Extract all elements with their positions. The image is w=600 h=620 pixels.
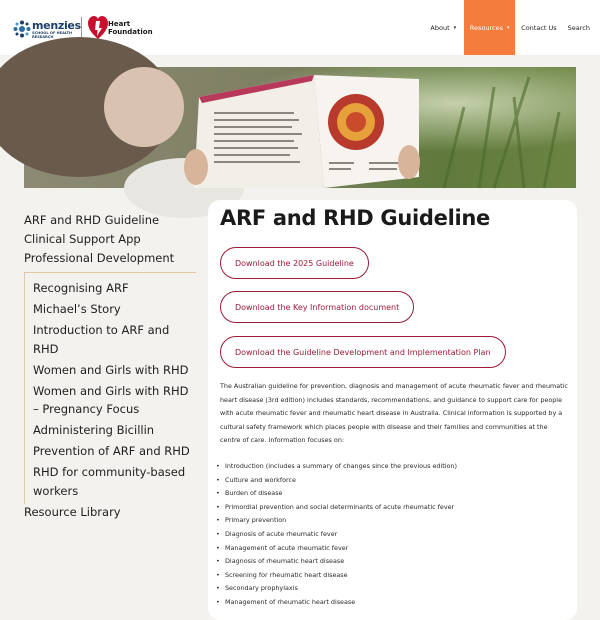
list-item: • Burden of disease <box>216 487 566 501</box>
hero-photo <box>24 67 576 188</box>
sidebar-item-resource-library[interactable]: Resource Library <box>24 505 121 519</box>
list-item: • Diagnosis of rheumatic heart disease <box>216 555 566 569</box>
sidebar-subitem[interactable]: Recognising ARF <box>33 281 129 295</box>
content-card <box>208 200 577 620</box>
sidebar-submenu <box>24 273 196 504</box>
list-item: • Management of acute rheumatic fever <box>216 542 566 556</box>
download-key-information-button[interactable]: Download the Key Information document <box>220 291 414 323</box>
chevron-down-icon: ▾ <box>507 24 510 31</box>
heart-name-line-2: Foundation <box>108 28 153 36</box>
logo-divider <box>81 17 82 39</box>
sidebar-subitem[interactable]: Administering Bicillin <box>33 423 155 437</box>
nav-resources[interactable] <box>464 0 515 55</box>
sidebar-subitem[interactable]: Introduction to ARF and RHD <box>33 323 170 356</box>
sidebar-item-guideline[interactable]: ARF and RHD Guideline <box>24 213 160 227</box>
main-nav <box>423 0 600 55</box>
sidebar-subitem[interactable]: Women and Girls with RHD – Pregnancy Focus <box>33 383 189 416</box>
sidebar-item-clinical-support-app[interactable]: Clinical Support App <box>24 232 141 246</box>
nav-search[interactable]: Search <box>567 23 590 32</box>
hero-image <box>24 67 576 188</box>
intro-paragraph: The Australian guideline for prevention, diagnosis and management of acute rheumatic fever and rheumatic heart disease (3rd edition) includes standards, recommendations, and guidance to support care for people with acute rheumatic fever and rheumatic heart disease in Australia. Clinical information is supported by a cultural safety framework which places people with disease and their families and communities at the centre of care. Information focuses on: <box>220 382 568 445</box>
list-item: • Diagnosis of acute rheumatic fever <box>216 528 566 542</box>
heart-icon <box>88 15 108 41</box>
nav-contact-us[interactable]: Contact Us <box>521 23 557 32</box>
download-development-plan-button[interactable]: Download the Guideline Development and Implementation Plan <box>220 336 506 368</box>
heart-name-line-1: Heart <box>108 20 131 28</box>
list-item: • Introduction (includes a summary of changes since the previous edition) <box>216 460 566 474</box>
sidebar-item-professional-development[interactable]: Professional Development <box>24 251 175 265</box>
list-item: • Secondary prophylaxis <box>216 582 566 596</box>
list-item: • Primary prevention <box>216 514 566 528</box>
menzies-subtitle: SCHOOL OF HEALTH RESEARCH <box>32 31 73 39</box>
list-item: • Primordial prevention and social determinants of acute rheumatic fever <box>216 501 566 515</box>
heart-foundation-name <box>108 20 153 36</box>
menzies-name: menzies <box>32 19 81 32</box>
sidebar-subitem[interactable]: RHD for community-based workers <box>33 465 186 498</box>
sidebar-subitem[interactable]: Women and Girls with RHD <box>33 362 189 377</box>
sidebar-top-links <box>24 211 194 268</box>
heart-foundation-logo[interactable] <box>88 15 153 41</box>
menzies-mark-icon <box>13 20 31 38</box>
sidebar-subitem[interactable]: Michael’s Story <box>33 302 121 316</box>
chevron-down-icon: ▾ <box>453 24 457 31</box>
page-title: ARF and RHD Guideline <box>220 206 490 230</box>
list-item: • Screening for rheumatic heart disease <box>216 569 566 583</box>
nav-resources-label: Resources <box>469 23 503 32</box>
sidebar-subitem[interactable]: Prevention of ARF and RHD <box>33 444 190 458</box>
menzies-logo[interactable] <box>13 18 79 40</box>
focus-list <box>216 460 566 610</box>
list-item: • Culture and workforce <box>216 474 566 488</box>
list-item: • Management of rheumatic heart disease <box>216 596 566 610</box>
nav-about-label: About <box>430 23 450 32</box>
download-2025-guideline-button[interactable]: Download the 2025 Guideline <box>220 247 369 279</box>
nav-about[interactable] <box>423 0 464 55</box>
